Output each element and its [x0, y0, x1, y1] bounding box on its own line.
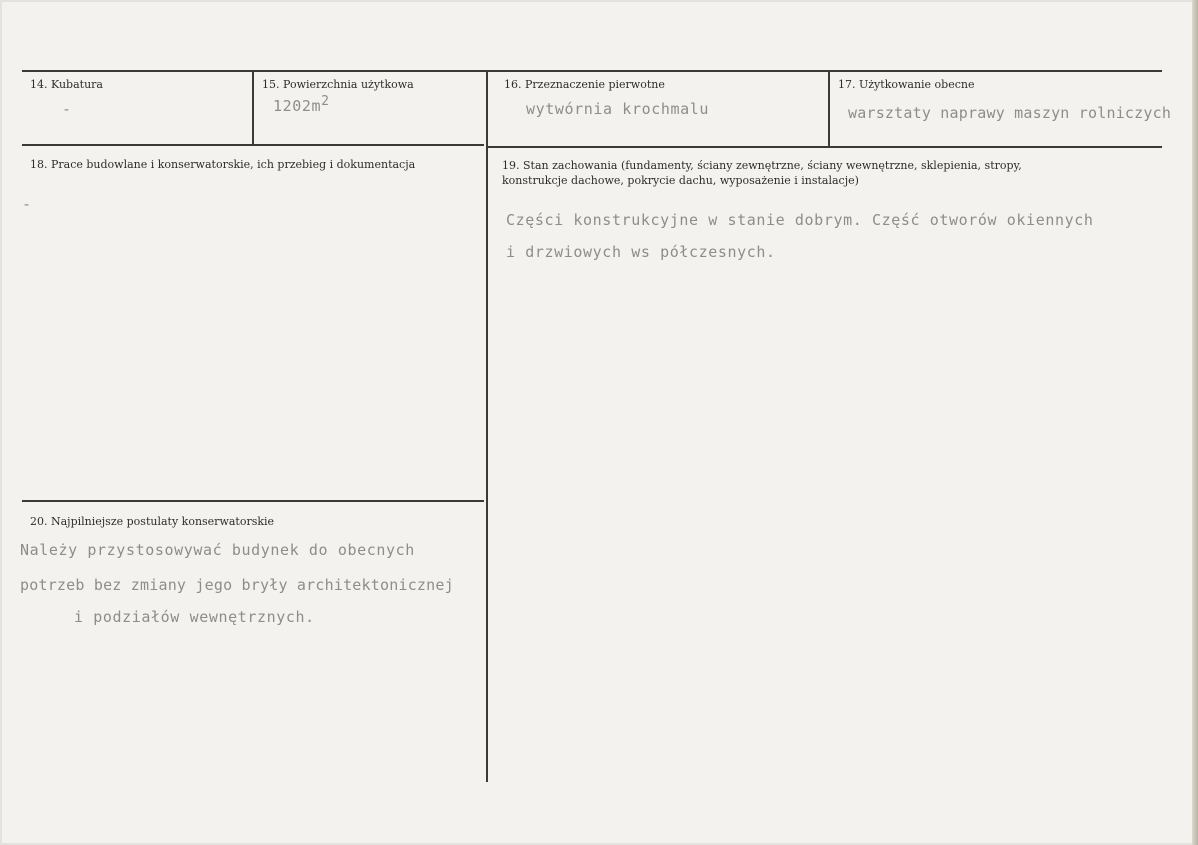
field-17-value: warsztaty naprawy maszyn rolniczych [848, 104, 1172, 122]
rule-top [22, 70, 1162, 72]
field-16-value: wytwórnia krochmalu [526, 100, 709, 118]
field-14-label: 14. Kubatura [30, 78, 103, 91]
field-18-label: 18. Prace budowlane i konserwatorskie, ich przebieg i dokumentacja [30, 158, 416, 171]
rule-col-17 [828, 70, 830, 146]
rule-row1-bottom-right [488, 146, 1162, 148]
field-16-label: 16. Przeznaczenie pierwotne [504, 78, 665, 91]
card-edge [1192, 0, 1198, 845]
field-19-text-line2: i drzwiowych ws półczesnych. [506, 243, 776, 261]
field-19-text-line1: Części konstrukcyjne w stanie dobrym. Część otworów okiennych [506, 211, 1094, 229]
field-15-label: 15. Powierzchnia użytkowa [262, 78, 414, 91]
field-20-text-line2: potrzeb bez zmiany jego bryły architektonicznej [20, 576, 454, 594]
field-15-value [273, 94, 330, 115]
field-14-value: - [62, 100, 72, 118]
field-19-label-line1: 19. Stan zachowania (fundamenty, ściany zewnętrzne, ściany wewnętrzne, sklepienia, stropy, [502, 159, 1022, 172]
field-15-number: 1202m [273, 97, 322, 115]
field-19-label-line2: konstrukcje dachowe, pokrycie dachu, wyposażenie i instalacje) [502, 174, 859, 187]
rule-col-15 [252, 70, 254, 145]
field-15-unit-exponent: 2 [321, 94, 330, 109]
field-17-label: 17. Użytkowanie obecne [838, 78, 975, 91]
field-20-text-line3: i podziałów wewnętrznych. [74, 608, 315, 626]
field-20-text-line1: Należy przystosowywać budynek do obecnych [20, 541, 415, 559]
field-20-label: 20. Najpilniejsze postulaty konserwatorskie [30, 515, 275, 528]
rule-col-16 [486, 70, 488, 782]
field-18-value: - [22, 195, 32, 213]
rule-section20-top [22, 500, 484, 502]
